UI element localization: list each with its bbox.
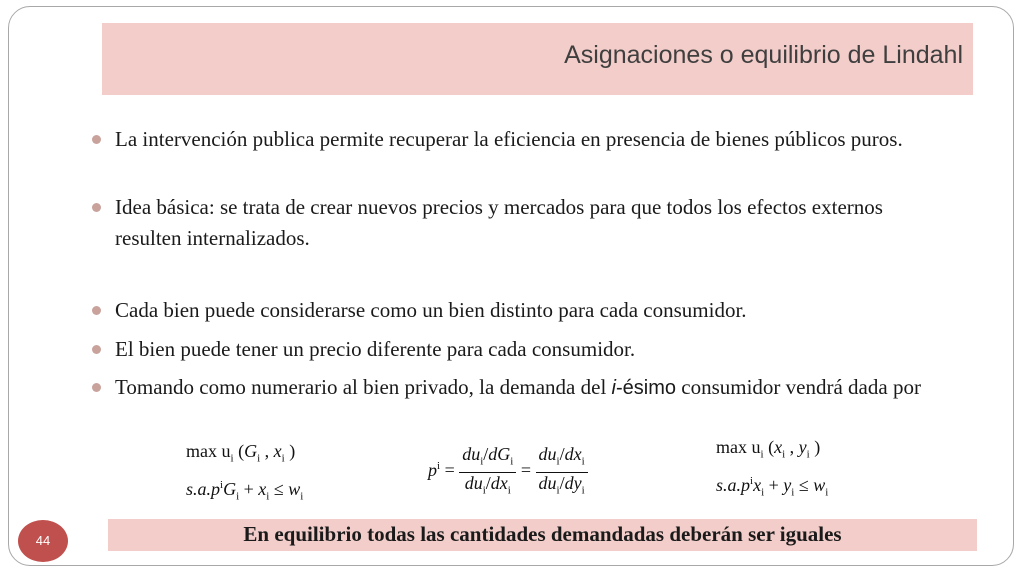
page-number-badge: 44 bbox=[18, 520, 68, 562]
bullet-item bbox=[92, 372, 952, 404]
title-band bbox=[102, 23, 973, 95]
bullet-item bbox=[92, 334, 952, 365]
bullet-dot-icon bbox=[92, 306, 101, 315]
bullet-text: Tomando como numerario al bien privado, la demanda del i-ésimo consumidor vendrá dada por bbox=[115, 375, 921, 399]
bullet-item bbox=[92, 124, 952, 155]
right-equation: $\max u_i$ ($x_i$ , $y_i$ ) $s.a.p^ix_i + y_i \le w_i$ bbox=[716, 437, 829, 499]
bullet-item bbox=[92, 192, 952, 254]
slide-title: Asignaciones o equilibrio de Lindahl bbox=[564, 41, 963, 69]
bullet-text: Cada bien puede considerarse como un bien distinto para cada consumidor. bbox=[115, 298, 747, 322]
bullet-text: Idea básica: se trata de crear nuevos precios y mercados para que todos los efectos externos resulten internalizados. bbox=[115, 195, 883, 250]
bullet-text: El bien puede tener un precio diferente para cada consumidor. bbox=[115, 337, 636, 361]
left-equation: $\max u_i$ ($G_i$ , $x_i$ ) $s.a.p^iG_i + x_i \le w_i$ bbox=[186, 441, 304, 503]
bullet-dot-icon bbox=[92, 383, 101, 392]
middle-equation: $p^i$ = $\frac{du_i/dG_i}{du_i/dx_i}$ = $\frac{du_i/dx_i}{du_i/dy_i}$ bbox=[428, 444, 588, 500]
conclusion-band bbox=[108, 519, 977, 551]
bullet-dot-icon bbox=[92, 135, 101, 144]
bullet-dot-icon bbox=[92, 345, 101, 354]
conclusion-text: En equilibrio todas las cantidades demandadas deberán ser iguales bbox=[243, 522, 842, 546]
bullet-dot-icon bbox=[92, 203, 101, 212]
bullet-item bbox=[92, 295, 952, 326]
bullet-text: La intervención publica permite recuperar la eficiencia en presencia de bienes públicos puros. bbox=[115, 127, 903, 151]
